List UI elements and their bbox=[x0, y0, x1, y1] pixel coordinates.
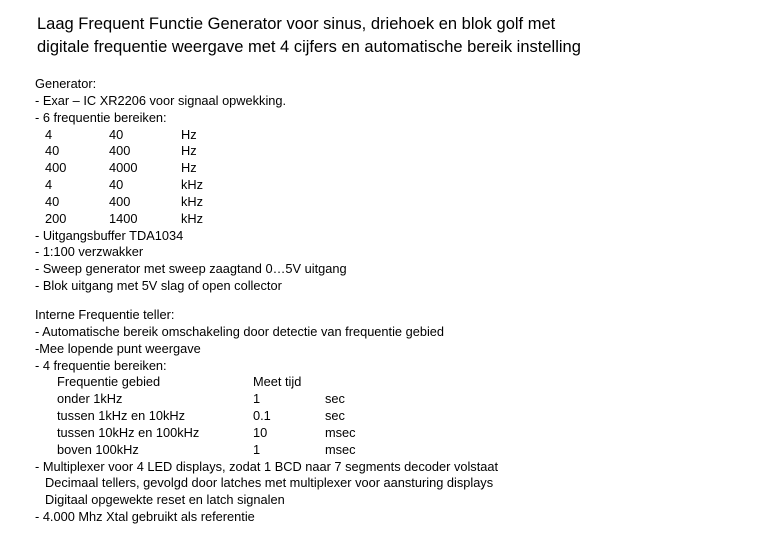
counter-xtal-line: - 4.000 Mhz Xtal gebruikt als referentie bbox=[35, 509, 255, 525]
counter-point-line: -Mee lopende punt weergave bbox=[35, 340, 201, 356]
range-unit: Hz bbox=[181, 143, 197, 159]
measure-time: 1 bbox=[253, 391, 261, 407]
counter-digital-line: Digitaal opgewekte reset en latch signalen bbox=[45, 492, 285, 508]
measure-unit: msec bbox=[325, 441, 356, 457]
range-high: 4000 bbox=[109, 160, 138, 176]
measure-table-row bbox=[35, 425, 765, 442]
measure-table-row bbox=[35, 408, 765, 425]
range-high: 40 bbox=[109, 177, 124, 193]
header-frequency: Frequentie gebied bbox=[57, 374, 161, 390]
measure-unit: sec bbox=[325, 391, 345, 407]
generator-section bbox=[35, 76, 765, 295]
measure-table-row bbox=[35, 442, 765, 459]
measure-range: onder 1kHz bbox=[57, 391, 123, 407]
section-spacer bbox=[35, 295, 765, 307]
range-unit: kHz bbox=[181, 177, 204, 193]
counter-ranges-intro: - 4 frequentie bereiken: bbox=[35, 357, 167, 373]
measure-time: 1 bbox=[253, 441, 261, 457]
measure-unit: msec bbox=[325, 424, 356, 440]
counter-multiplexer-line: - Multiplexer voor 4 LED displays, zodat 1 BCD naar 7 segments decoder volstaat bbox=[35, 458, 499, 474]
generator-range-row bbox=[35, 127, 765, 144]
measure-range: tussen 10kHz en 100kHz bbox=[57, 424, 200, 440]
range-low: 40 bbox=[45, 193, 60, 209]
range-low: 4 bbox=[45, 177, 53, 193]
range-high: 40 bbox=[109, 126, 124, 142]
range-low: 4 bbox=[45, 126, 53, 142]
page-title bbox=[37, 13, 757, 59]
generator-range-row bbox=[35, 211, 765, 228]
range-low: 40 bbox=[45, 143, 60, 159]
range-high: 1400 bbox=[109, 210, 138, 226]
generator-range-row bbox=[35, 194, 765, 211]
generator-exar-line: - Exar – IC XR2206 voor signaal opwekking. bbox=[35, 92, 287, 108]
header-measure-time: Meet tijd bbox=[253, 374, 302, 390]
range-low: 400 bbox=[45, 160, 67, 176]
range-unit: kHz bbox=[181, 210, 204, 226]
generator-range-row bbox=[35, 143, 765, 160]
counter-decimal-line: Decimaal tellers, gevolgd door latches met multiplexer voor aansturing displays bbox=[45, 475, 494, 491]
measure-range: tussen 1kHz en 10kHz bbox=[57, 408, 186, 424]
generator-range-row bbox=[35, 160, 765, 177]
title-line-1: Laag Frequent Functie Generator voor sinus, driehoek en blok golf met bbox=[37, 15, 556, 33]
range-high: 400 bbox=[109, 143, 131, 159]
generator-bullet: - Sweep generator met sweep zaagtand 0…5V uitgang bbox=[35, 261, 347, 277]
counter-auto-line: - Automatische bereik omschakeling door detectie van frequentie gebied bbox=[35, 323, 445, 339]
measure-time: 0.1 bbox=[253, 408, 271, 424]
measure-range: boven 100kHz bbox=[57, 441, 139, 457]
measure-unit: sec bbox=[325, 408, 345, 424]
counter-heading: Interne Frequentie teller: bbox=[35, 306, 175, 322]
document-body bbox=[35, 76, 765, 526]
measure-table-header bbox=[35, 374, 765, 391]
range-low: 200 bbox=[45, 210, 67, 226]
measure-table-row bbox=[35, 391, 765, 408]
generator-heading: Generator: bbox=[35, 76, 97, 91]
measure-time: 10 bbox=[253, 424, 268, 440]
generator-bullet: - Blok uitgang met 5V slag of open collector bbox=[35, 278, 282, 294]
generator-ranges-intro: - 6 frequentie bereiken: bbox=[35, 109, 167, 125]
range-unit: kHz bbox=[181, 193, 204, 209]
range-unit: Hz bbox=[181, 126, 197, 142]
generator-bullet: - 1:100 verzwakker bbox=[35, 244, 144, 260]
range-high: 400 bbox=[109, 193, 131, 209]
generator-range-row bbox=[35, 177, 765, 194]
title-line-2: digitale frequentie weergave met 4 cijfers en automatische bereik instelling bbox=[37, 38, 581, 56]
generator-bullet: - Uitgangsbuffer TDA1034 bbox=[35, 227, 184, 243]
counter-section bbox=[35, 307, 765, 526]
range-unit: Hz bbox=[181, 160, 197, 176]
